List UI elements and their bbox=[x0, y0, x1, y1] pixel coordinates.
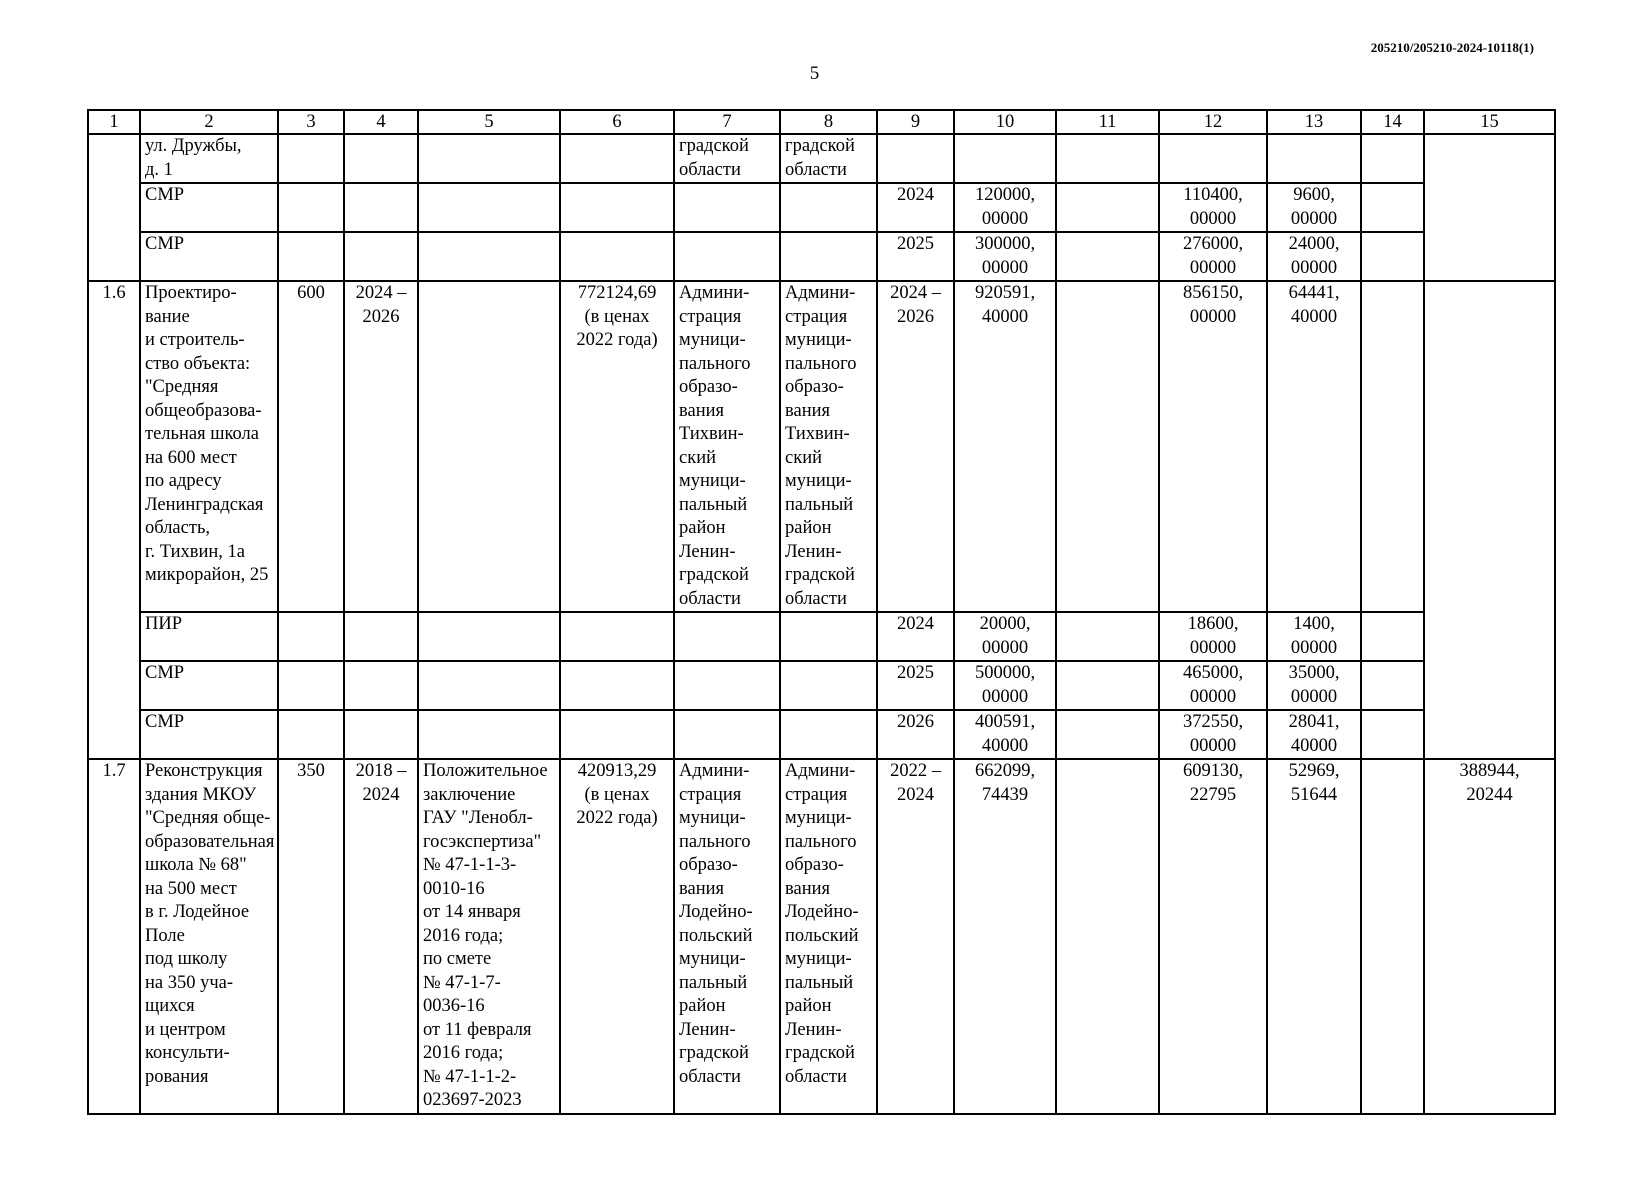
regional-cell bbox=[1159, 612, 1267, 661]
cell-line: школа № 68" bbox=[145, 855, 247, 875]
regional-cell bbox=[1159, 183, 1267, 232]
cell-line: 00000 bbox=[1189, 257, 1237, 278]
cell-line: муници- bbox=[785, 471, 852, 491]
cell-line: и центром bbox=[145, 1019, 226, 1040]
row-number-cell bbox=[88, 134, 140, 281]
cell-line: градской bbox=[785, 1043, 855, 1063]
page-number: 5 bbox=[809, 63, 820, 84]
cell-line: 856150, bbox=[1182, 283, 1244, 303]
regional-cell bbox=[1159, 232, 1267, 281]
cell-line: 00000 bbox=[1189, 208, 1237, 229]
cell-line: район bbox=[679, 518, 726, 538]
header-cell: 13 bbox=[1267, 110, 1361, 134]
local-cell bbox=[1267, 661, 1361, 710]
stage-name-cell: СМР bbox=[140, 232, 278, 281]
cell-line: 2022 года) bbox=[576, 808, 658, 828]
cell-line: вания bbox=[679, 400, 725, 421]
cell-line: госэкспертиза" bbox=[423, 831, 542, 852]
cell-line: область, bbox=[145, 518, 211, 538]
table-row bbox=[88, 134, 1555, 183]
cell-line: район bbox=[785, 518, 832, 538]
cell-line: 2024 – bbox=[355, 283, 407, 303]
cell-line: 24000, bbox=[1288, 234, 1340, 254]
cell-line: 2016 года; bbox=[423, 1043, 504, 1063]
cost-cell bbox=[560, 281, 674, 612]
cell-line: 00000 bbox=[1290, 208, 1338, 229]
cell-line: 465000, bbox=[1182, 663, 1244, 683]
regional-cell bbox=[1159, 759, 1267, 1114]
table-row bbox=[88, 183, 1555, 232]
total-cell bbox=[954, 710, 1056, 759]
col15-cell bbox=[1424, 134, 1555, 281]
total-cell bbox=[954, 661, 1056, 710]
cell-line: 276000, bbox=[1182, 234, 1244, 254]
developer-cell bbox=[780, 281, 877, 612]
local-cell bbox=[1267, 281, 1361, 612]
cell-line: 28041, bbox=[1288, 712, 1340, 732]
cell-line: 2022 года) bbox=[576, 330, 658, 350]
cell-line: 2024 bbox=[362, 784, 400, 805]
object-name-cell bbox=[140, 759, 278, 1114]
cell-line: здания МКОУ bbox=[145, 784, 257, 805]
cell-line: на 600 мест bbox=[145, 447, 237, 468]
cell-line: "Средняя обще- bbox=[145, 808, 271, 828]
cell-line: от 11 февраля bbox=[423, 1019, 532, 1040]
cell-line: 120000, bbox=[974, 185, 1036, 205]
cell-line: пального bbox=[679, 831, 751, 852]
cell-line: области bbox=[679, 1066, 741, 1087]
cell-line: 1400, bbox=[1293, 614, 1335, 634]
cell-line: 110400, bbox=[1183, 185, 1243, 205]
regional-cell bbox=[1159, 281, 1267, 612]
cell-line: муници- bbox=[679, 949, 746, 969]
cell-line: градской bbox=[785, 136, 855, 156]
header-cell: 11 bbox=[1056, 110, 1159, 134]
cell-line: Тихвин- bbox=[785, 424, 850, 444]
header-cell: 5 bbox=[418, 110, 560, 134]
cell-line: муници- bbox=[679, 330, 746, 350]
cost-cell bbox=[560, 759, 674, 1114]
col15-cell bbox=[1424, 281, 1555, 759]
cell-line: 300000, bbox=[974, 234, 1036, 254]
approval-cell bbox=[418, 281, 560, 612]
cell-line: области bbox=[679, 159, 741, 180]
cell-line: Положительное bbox=[423, 761, 548, 781]
cell-line: 00000 bbox=[1189, 306, 1237, 327]
cell-line: 40000 bbox=[981, 306, 1029, 327]
cell-line: ский bbox=[679, 447, 716, 468]
cell-line: Админи- bbox=[679, 283, 750, 303]
header-cell: 7 bbox=[674, 110, 780, 134]
cell-line: (в ценах bbox=[584, 784, 650, 805]
cell-line: образовательная bbox=[145, 831, 275, 852]
local-cell bbox=[1267, 710, 1361, 759]
cell-line: район bbox=[679, 996, 726, 1016]
cell-line: пального bbox=[679, 353, 751, 374]
cell-line: в г. Лодейное bbox=[145, 902, 250, 922]
total-cell bbox=[954, 183, 1056, 232]
cell-line: тельная школа bbox=[145, 424, 259, 444]
period-cell bbox=[344, 759, 418, 1114]
cell-line: (в ценах bbox=[584, 306, 650, 327]
cell-line: градской bbox=[679, 565, 749, 585]
approval-cell bbox=[418, 759, 560, 1114]
cell-line: градской bbox=[679, 1043, 749, 1063]
cell-line: пального bbox=[785, 831, 857, 852]
cell-line: и строитель- bbox=[145, 330, 245, 350]
header-cell: 10 bbox=[954, 110, 1056, 134]
cell-line: муници- bbox=[785, 949, 852, 969]
header-cell: 14 bbox=[1361, 110, 1424, 134]
cell-line: по адресу bbox=[145, 471, 222, 491]
cell-line: 0010-16 bbox=[423, 878, 485, 899]
cell-line: 40000 bbox=[1290, 735, 1338, 756]
year-cell: 2026 bbox=[877, 710, 954, 759]
cell-line: 772124,69 bbox=[577, 283, 657, 303]
total-cell bbox=[954, 281, 1056, 612]
cell-line: 00000 bbox=[1189, 686, 1237, 707]
header-cell: 9 bbox=[877, 110, 954, 134]
cell-line: 20000, bbox=[979, 614, 1031, 634]
header-cell: 8 bbox=[780, 110, 877, 134]
cell-line: пальный bbox=[785, 972, 854, 993]
cell-line: 00000 bbox=[981, 257, 1029, 278]
cell-line: муници- bbox=[679, 808, 746, 828]
cell-line: Поле bbox=[145, 925, 185, 946]
total-cell bbox=[954, 232, 1056, 281]
cell-line: 2018 – bbox=[355, 761, 407, 781]
cell-line: пальный bbox=[785, 494, 854, 515]
cell-line: муници- bbox=[679, 471, 746, 491]
regional-cell bbox=[1159, 661, 1267, 710]
cell-line: 51644 bbox=[1290, 784, 1338, 805]
header-row bbox=[88, 110, 1555, 134]
cell-line: 40000 bbox=[1290, 306, 1338, 327]
cell-line: 9600, bbox=[1293, 185, 1335, 205]
cell-line: страция bbox=[679, 306, 742, 327]
cell-line: вания bbox=[785, 878, 831, 899]
cell-line: ство объекта: bbox=[145, 353, 251, 374]
cell-line: 00000 bbox=[1189, 735, 1237, 756]
capacity-cell: 350 bbox=[278, 759, 344, 1114]
developer-cell bbox=[780, 759, 877, 1114]
local-cell bbox=[1267, 759, 1361, 1114]
cell-line: Ленинградская bbox=[145, 494, 264, 515]
cell-line: 74439 bbox=[981, 784, 1029, 805]
cell-line: № 47-1-7- bbox=[423, 972, 501, 993]
cell-line: Админи- bbox=[679, 761, 750, 781]
cell-line: "Средняя bbox=[145, 377, 219, 397]
cell-line: ский bbox=[785, 447, 822, 468]
cell-line: д. 1 bbox=[145, 159, 173, 180]
table-row bbox=[88, 612, 1555, 661]
cell-line: Ленин- bbox=[785, 1019, 842, 1040]
header-cell: 1 bbox=[88, 110, 140, 134]
cell-line: градской bbox=[679, 136, 749, 156]
cell-line: вание bbox=[145, 306, 190, 327]
developer-cell bbox=[780, 134, 877, 183]
cell-line: вания bbox=[785, 400, 831, 421]
table-row bbox=[88, 232, 1555, 281]
cell-line: Реконструкция bbox=[145, 761, 263, 781]
cell-line: Проектиро- bbox=[145, 283, 237, 303]
cell-line: по смете bbox=[423, 949, 492, 969]
total-cell bbox=[954, 612, 1056, 661]
cell-line: Ленин- bbox=[785, 541, 842, 562]
cell-line: Ленин- bbox=[679, 541, 736, 562]
regional-cell bbox=[1159, 710, 1267, 759]
cell-line: 64441, bbox=[1288, 283, 1340, 303]
cell-line: щихся bbox=[145, 996, 195, 1016]
row-number-cell: 1.7 bbox=[88, 759, 140, 1114]
cell-line: страция bbox=[785, 306, 848, 327]
cell-line: градской bbox=[785, 565, 855, 585]
cell-line: 00000 bbox=[981, 637, 1029, 658]
table-row bbox=[88, 710, 1555, 759]
period-cell bbox=[344, 281, 418, 612]
cell-line: 388944, bbox=[1459, 761, 1520, 781]
header-cell: 12 bbox=[1159, 110, 1267, 134]
cell-line: образо- bbox=[679, 377, 738, 397]
cell-line: г. Тихвин, 1а bbox=[145, 541, 245, 562]
cell-line: на 350 уча- bbox=[145, 972, 234, 993]
capacity-cell: 600 bbox=[278, 281, 344, 612]
cell-line: консульти- bbox=[145, 1043, 230, 1063]
cell-line: ул. Дружбы, bbox=[145, 136, 242, 156]
total-cell bbox=[954, 759, 1056, 1114]
cell-line: Лодейно- bbox=[785, 902, 859, 922]
cell-line: страция bbox=[679, 784, 742, 805]
stage-name-cell: СМР bbox=[140, 710, 278, 759]
stage-name-cell: СМР bbox=[140, 661, 278, 710]
client-cell bbox=[674, 134, 780, 183]
year-cell: 2025 bbox=[877, 661, 954, 710]
cell-line: 00000 bbox=[1290, 686, 1338, 707]
cell-line: 0036-16 bbox=[423, 996, 485, 1016]
cell-line: от 14 января bbox=[423, 902, 521, 922]
header-cell: 6 bbox=[560, 110, 674, 134]
year-cell: 2025 bbox=[877, 232, 954, 281]
cell-line: 2016 года; bbox=[423, 925, 504, 946]
cell-line: области bbox=[785, 1066, 847, 1087]
cell-line: 00000 bbox=[981, 208, 1029, 229]
client-cell bbox=[674, 759, 780, 1114]
stage-name-cell: СМР bbox=[140, 183, 278, 232]
cell-line: 609130, bbox=[1182, 761, 1244, 781]
cell-line: Админи- bbox=[785, 283, 856, 303]
year-cell bbox=[877, 281, 954, 612]
cell-line: муници- bbox=[785, 330, 852, 350]
client-cell bbox=[674, 281, 780, 612]
document-number: 205210/205210-2024-10118(1) bbox=[1370, 40, 1534, 55]
object-name-cell bbox=[140, 281, 278, 612]
table-row bbox=[88, 281, 1555, 612]
header-cell: 15 bbox=[1424, 110, 1555, 134]
cell-line: Админи- bbox=[785, 761, 856, 781]
local-cell bbox=[1267, 183, 1361, 232]
cell-line: образо- bbox=[785, 377, 844, 397]
table-row bbox=[88, 759, 1555, 1114]
object-name-cell bbox=[140, 134, 278, 183]
cell-line: 023697-2023 bbox=[423, 1090, 522, 1110]
stage-name-cell: ПИР bbox=[140, 612, 278, 661]
cell-line: польский bbox=[679, 925, 753, 946]
cell-line: район bbox=[785, 996, 832, 1016]
cell-line: образо- bbox=[679, 855, 738, 875]
cell-line: 2024 bbox=[897, 784, 934, 805]
cell-line: области bbox=[679, 588, 741, 609]
cell-line: образо- bbox=[785, 855, 844, 875]
row-number-cell: 1.6 bbox=[88, 281, 140, 759]
cell-line: Тихвин- bbox=[679, 424, 744, 444]
cell-line: 52969, bbox=[1288, 761, 1340, 781]
cell-line: 2024 – bbox=[890, 283, 941, 303]
cell-line: 920591, bbox=[974, 283, 1036, 303]
cell-line: 400591, bbox=[974, 712, 1036, 732]
cell-line: ГАУ "Ленобл- bbox=[423, 808, 533, 828]
cell-line: Лодейно- bbox=[679, 902, 753, 922]
header-cell: 4 bbox=[344, 110, 418, 134]
data-table bbox=[87, 109, 1556, 1115]
cell-line: 00000 bbox=[1290, 637, 1338, 658]
cell-line: 2026 bbox=[897, 306, 934, 327]
local-cell bbox=[1267, 232, 1361, 281]
cell-line: 420913,29 bbox=[577, 761, 657, 781]
cell-line: области bbox=[785, 159, 847, 180]
table-row bbox=[88, 661, 1555, 710]
cell-line: заключение bbox=[423, 784, 516, 805]
cell-line: 22795 bbox=[1189, 784, 1237, 805]
cell-line: вания bbox=[679, 878, 725, 899]
cell-line: № 47-1-1-3- bbox=[423, 855, 517, 875]
cell-line: микрорайон, 25 bbox=[145, 565, 269, 585]
cell-line: Ленин- bbox=[679, 1019, 736, 1040]
cell-line: 2022 – bbox=[890, 761, 941, 781]
header-cell: 3 bbox=[278, 110, 344, 134]
year-cell: 2024 bbox=[877, 612, 954, 661]
cell-line: 2026 bbox=[362, 306, 400, 327]
cell-line: страция bbox=[785, 784, 848, 805]
cell-line: 18600, bbox=[1187, 614, 1239, 634]
cell-line: 35000, bbox=[1288, 663, 1340, 683]
cell-line: рования bbox=[145, 1066, 209, 1087]
cell-line: 662099, bbox=[974, 761, 1036, 781]
cell-line: 00000 bbox=[981, 686, 1029, 707]
cell-line: пальный bbox=[679, 972, 748, 993]
cell-line: 40000 bbox=[981, 735, 1029, 756]
cell-line: № 47-1-1-2- bbox=[423, 1066, 517, 1087]
cell-line: муници- bbox=[785, 808, 852, 828]
cell-line: пальный bbox=[679, 494, 748, 515]
cell-line: польский bbox=[785, 925, 859, 946]
cell-line: общеобразова- bbox=[145, 400, 262, 421]
year-cell bbox=[877, 759, 954, 1114]
cell-line: 500000, bbox=[974, 663, 1036, 683]
local-cell bbox=[1267, 612, 1361, 661]
cell-line: 00000 bbox=[1189, 637, 1237, 658]
cell-line: пального bbox=[785, 353, 857, 374]
year-cell: 2024 bbox=[877, 183, 954, 232]
cell-line: 372550, bbox=[1182, 712, 1244, 732]
cell-line: на 500 мест bbox=[145, 878, 237, 899]
cell-line: области bbox=[785, 588, 847, 609]
col15-cell bbox=[1424, 759, 1555, 1114]
cell-line: 20244 bbox=[1466, 784, 1513, 805]
header-cell: 2 bbox=[140, 110, 278, 134]
cell-line: 00000 bbox=[1290, 257, 1338, 278]
cell-line: под школу bbox=[145, 949, 228, 969]
